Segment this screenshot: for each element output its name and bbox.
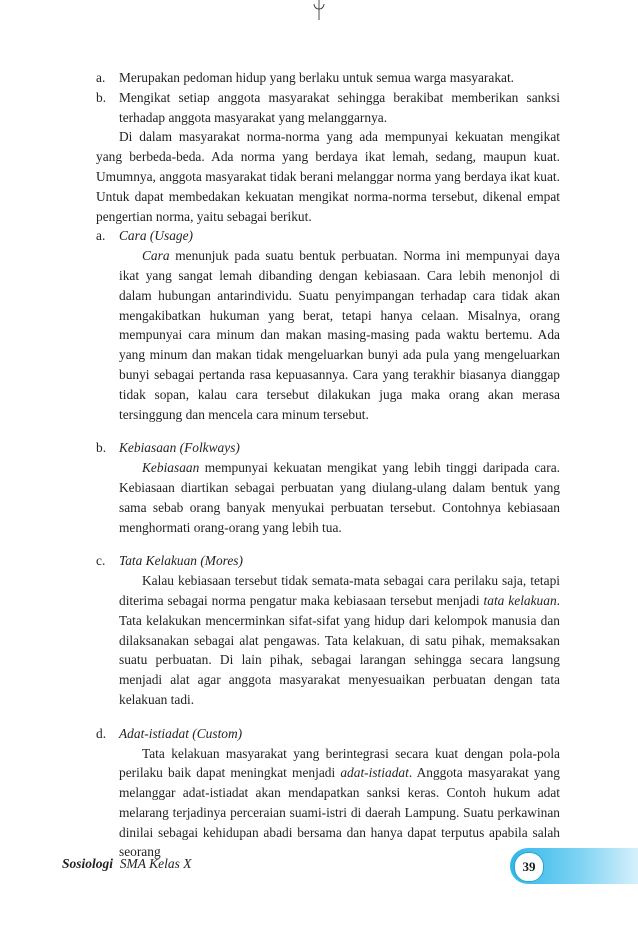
section-label: c. [96,553,106,569]
section-text: . Anggota masyarakat yang melanggar adat-istiadat akan mendapatkan sanksi keras. Contoh hukum adat melarang terjadinya perceraian suami-istri di daerah Lampung. Suatu perkawinan dinilai sebagai kehidupan abadi bersama dan hanya dapat terputus apabila salah seorang [119,765,560,860]
list-item-label: b. [96,89,107,105]
section-term: adat-istiadat [340,765,409,781]
footer-book-title [62,856,192,872]
page-content [96,68,560,862]
section-term: tata kelakuan [483,592,557,608]
section-paragraph [119,744,560,863]
section-text: mempunyai kekuatan mengikat yang lebih tinggi daripada cara. Kebiasaan diartikan sebagai perbuatan yang diulang-ulang dalam bentuk yang sama sebab orang banyak menyukai perbuatan tersebut. Contohnya kebiasaan menghormati orang-orang yang lebih tua. [119,460,560,535]
section-paragraph [119,458,560,537]
intro-paragraph: Di dalam masyarakat norma-norma yang ada mempunyai kekuatan mengikat yang berbeda-beda. Ada norma yang berdaya ikat lemah, sedang, maupun kuat. Umumnya, anggota masyarakat tidak berani melanggar norma yang berdaya ikat kuat. Untuk dapat membedakan kekuatan mengikat norma-norma tersebut, dikenal empat pengertian norma, yaitu sebagai berikut. [96,129,560,224]
section-mores [96,551,560,709]
list-item [96,68,560,88]
section-paragraph [119,571,560,710]
page-footer [0,848,638,884]
section-title: Cara (Usage) [119,228,194,244]
crop-mark-icon [313,0,325,20]
footer-subject: Sosiologi [62,856,114,871]
section-text: . Tata kelakukan mencerminkan sifat-sifat yang hidup dari kelompok manusia dan dilaksanakan sebagai alat pengawas. Tata kelakuan, di satu pihak, memaksakan suatu perbuatan. Di lain pihak, sebagai larangan sehingga secara langsung menjadi alat agar anggota masyarakat menyesuaikan perbuatan dengan tata kelakuan tadi. [119,592,560,707]
list-item-label: a. [96,70,106,85]
section-paragraph [119,246,560,424]
section-title: Tata Kelakuan (Mores) [119,553,243,569]
section-lead-term: Cara [142,248,170,264]
section-title: Kebiasaan (Folkways) [119,440,240,456]
section-title: Adat-istiadat (Custom) [119,725,243,741]
section-label: b. [96,440,107,456]
section-usage [96,226,560,424]
section-folkways [96,438,560,537]
section-label: a. [96,228,106,244]
section-lead-term: Kebiasaan [142,460,200,476]
list-item-text: Mengikat setiap anggota masyarakat sehingga berakibat memberikan sanksi terhadap anggota masyarakat yang melanggarnya. [119,89,560,125]
section-text: Tata kelakuan masyarakat yang berintegrasi secara kuat dengan pola-pola perilaku baik dapat meningkat menjadi [119,745,560,781]
footer-grade: SMA Kelas X [119,856,192,871]
section-text: Kalau kebiasaan tersebut tidak semata-mata sebagai cara perilaku saja, tetapi diterima sebagai norma pengatur maka kebiasaan tersebut menjadi [119,573,560,608]
section-label: d. [96,725,107,741]
list-item [96,88,560,128]
section-custom [96,724,560,863]
page-number: 39 [514,852,544,882]
list-item-text: Merupakan pedoman hidup yang berlaku untuk semua warga masyarakat. [119,70,515,85]
section-text: menunjuk pada suatu bentuk perbuatan. Norma ini mempunyai daya ikat yang sangat lemah dibanding dengan kebiasaan. Cara lebih menonjol di dalam hubungan antarindividu. Suatu penyimpangan terhadap cara tidak akan mengakibatkan hukuman yang berat, tetapi hanya celaan. Misalnya, orang mempunyai cara minum dan makan masing-masing pada waktu bertemu. Ada yang minum dan makan tidak mengeluarkan bunyi ada pula yang mengeluarkan bunyi sebagai pertanda rasa kepuasannya. Cara yang terakhir biasanya dianggap tidak sopan, kalau cara tersebut dilakukan juga maka orang akan merasa tersinggung dan mencela cara minum tersebut. [119,248,560,422]
